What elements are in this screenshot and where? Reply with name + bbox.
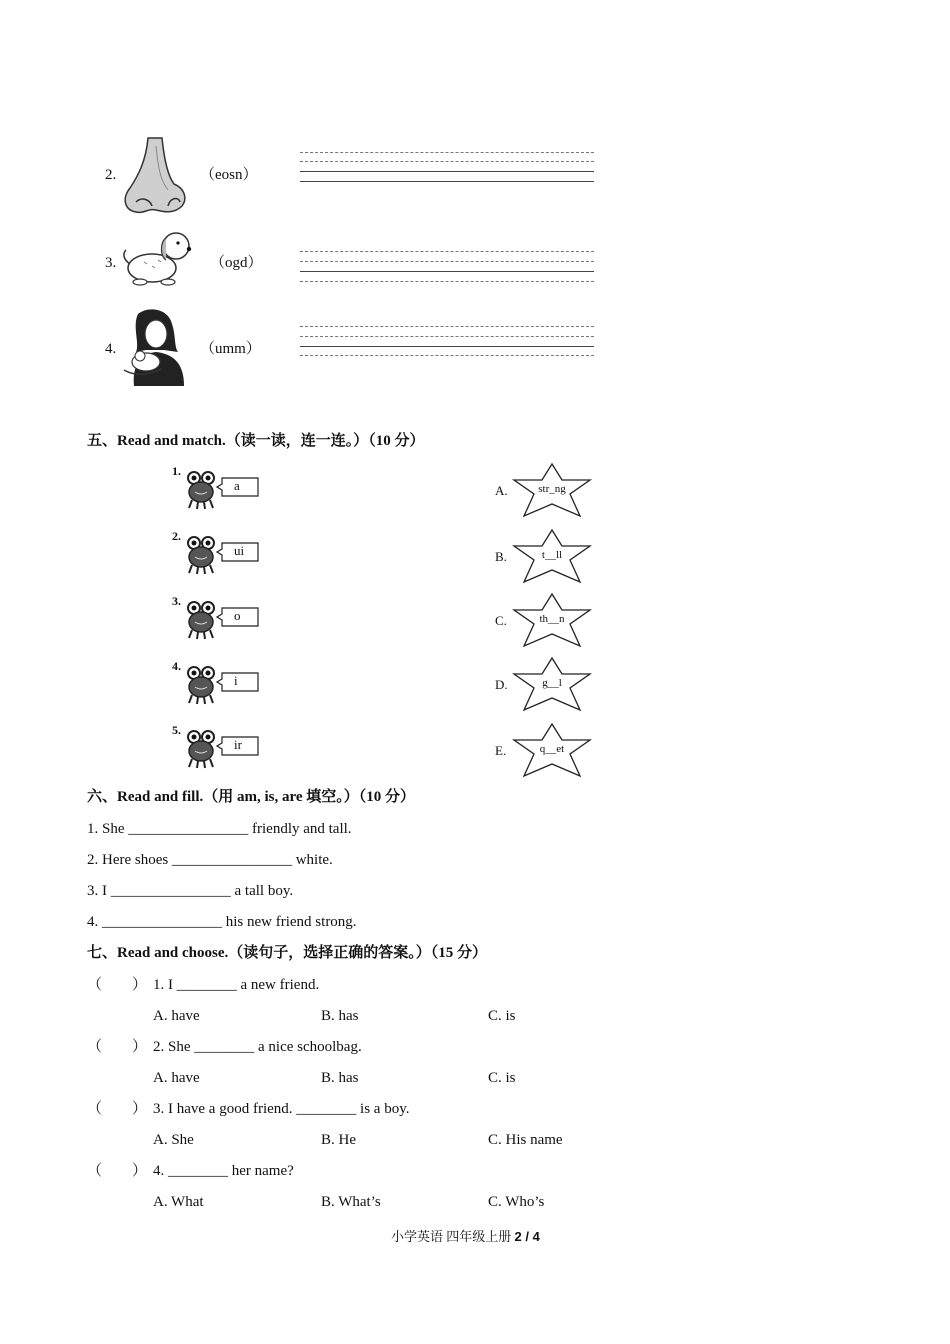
sound-label: ui bbox=[234, 543, 245, 558]
option-b[interactable]: B. He bbox=[321, 1132, 356, 1148]
frog-icon bbox=[184, 729, 218, 769]
scrambled-letters: （eosn） bbox=[200, 167, 258, 183]
page-footer bbox=[391, 1226, 540, 1245]
option-a[interactable]: A. What bbox=[153, 1194, 204, 1210]
section-title: 五、Read and match.（读一读，连一连。）（10 分） bbox=[87, 433, 425, 449]
question-text: 3. I have a good friend. ________ is a boy. bbox=[153, 1101, 410, 1117]
frog-item[interactable] bbox=[170, 464, 240, 512]
star-word[interactable] bbox=[510, 722, 594, 778]
sound-label: o bbox=[234, 608, 241, 623]
option-a[interactable]: A. have bbox=[153, 1008, 200, 1024]
question-text: 1. I ________ a new friend. bbox=[153, 977, 320, 993]
star-word-label: q__et bbox=[539, 743, 565, 755]
star-word-label: g__l bbox=[542, 677, 562, 689]
frog-icon bbox=[184, 600, 218, 640]
option-c[interactable]: C. is bbox=[488, 1070, 516, 1086]
frog-number: 2. bbox=[172, 529, 181, 543]
answer-bracket[interactable]: （ ） bbox=[87, 1101, 148, 1117]
nose-picture bbox=[118, 136, 190, 216]
sound-label: ir bbox=[234, 737, 242, 752]
frog-number: 4. bbox=[172, 659, 181, 673]
option-letter: B. bbox=[495, 549, 507, 564]
section-title: 六、Read and fill.（用 am, is, are 填空。）（10 分） bbox=[87, 789, 416, 805]
option-letter: A. bbox=[495, 483, 508, 498]
item-number: 2. bbox=[105, 167, 117, 183]
frog-icon bbox=[184, 470, 218, 510]
frog-item[interactable] bbox=[170, 659, 238, 707]
answer-bracket[interactable]: （ ） bbox=[87, 977, 148, 993]
scrambled-letters: （umm） bbox=[200, 341, 261, 357]
option-letter: E. bbox=[495, 743, 507, 758]
star-word[interactable] bbox=[510, 656, 594, 712]
star-word[interactable] bbox=[510, 528, 594, 584]
question-text: 4. ________ her name? bbox=[153, 1163, 294, 1179]
star-word-label: t__ll bbox=[541, 549, 563, 561]
page-number: 2 / 4 bbox=[514, 1229, 540, 1244]
star-word-label: th__n bbox=[539, 613, 565, 625]
frog-number: 1. bbox=[172, 464, 181, 478]
dog-picture bbox=[118, 228, 198, 288]
sound-label: a bbox=[234, 478, 240, 493]
frog-item[interactable] bbox=[170, 723, 242, 771]
frog-item[interactable] bbox=[170, 529, 245, 577]
option-c[interactable]: C. Who’s bbox=[488, 1194, 545, 1210]
writing-lines[interactable] bbox=[300, 152, 594, 182]
writing-lines[interactable] bbox=[300, 326, 594, 356]
option-a[interactable]: A. have bbox=[153, 1070, 200, 1086]
option-b[interactable]: B. has bbox=[321, 1070, 359, 1086]
mum-picture bbox=[118, 306, 190, 388]
option-b[interactable]: B. has bbox=[321, 1008, 359, 1024]
frog-icon bbox=[184, 665, 218, 705]
sound-label: i bbox=[234, 673, 238, 688]
item-number: 4. bbox=[105, 341, 117, 357]
frog-icon bbox=[184, 535, 218, 575]
fill-line[interactable]: 2. Here shoes ________________ white. bbox=[87, 852, 333, 868]
scrambled-letters: （ogd） bbox=[210, 255, 263, 271]
option-letter: D. bbox=[495, 677, 508, 692]
fill-line[interactable]: 1. She ________________ friendly and tall. bbox=[87, 821, 352, 837]
frog-number: 5. bbox=[172, 723, 181, 737]
star-word[interactable] bbox=[510, 462, 594, 518]
option-b[interactable]: B. What’s bbox=[321, 1194, 381, 1210]
frog-number: 3. bbox=[172, 594, 181, 608]
answer-bracket[interactable]: （ ） bbox=[87, 1039, 148, 1055]
star-word[interactable] bbox=[510, 592, 594, 648]
writing-lines[interactable] bbox=[300, 251, 594, 281]
option-c[interactable]: C. His name bbox=[488, 1132, 563, 1148]
fill-line[interactable]: 4. ________________ his new friend strong. bbox=[87, 914, 357, 930]
star-word-label: str_ng bbox=[538, 483, 566, 495]
option-a[interactable]: A. She bbox=[153, 1132, 194, 1148]
item-number: 3. bbox=[105, 255, 117, 271]
section-title: 七、Read and choose.（读句子，选择正确的答案。）（15 分） bbox=[87, 945, 488, 961]
speech-bubble bbox=[216, 671, 260, 693]
question-text: 2. She ________ a nice schoolbag. bbox=[153, 1039, 362, 1055]
option-letter: C. bbox=[495, 613, 507, 628]
option-c[interactable]: C. is bbox=[488, 1008, 516, 1024]
answer-bracket[interactable]: （ ） bbox=[87, 1163, 148, 1179]
footer-text: 小学英语 四年级上册 bbox=[391, 1229, 512, 1244]
frog-item[interactable] bbox=[170, 594, 241, 642]
fill-line[interactable]: 3. I ________________ a tall boy. bbox=[87, 883, 294, 899]
